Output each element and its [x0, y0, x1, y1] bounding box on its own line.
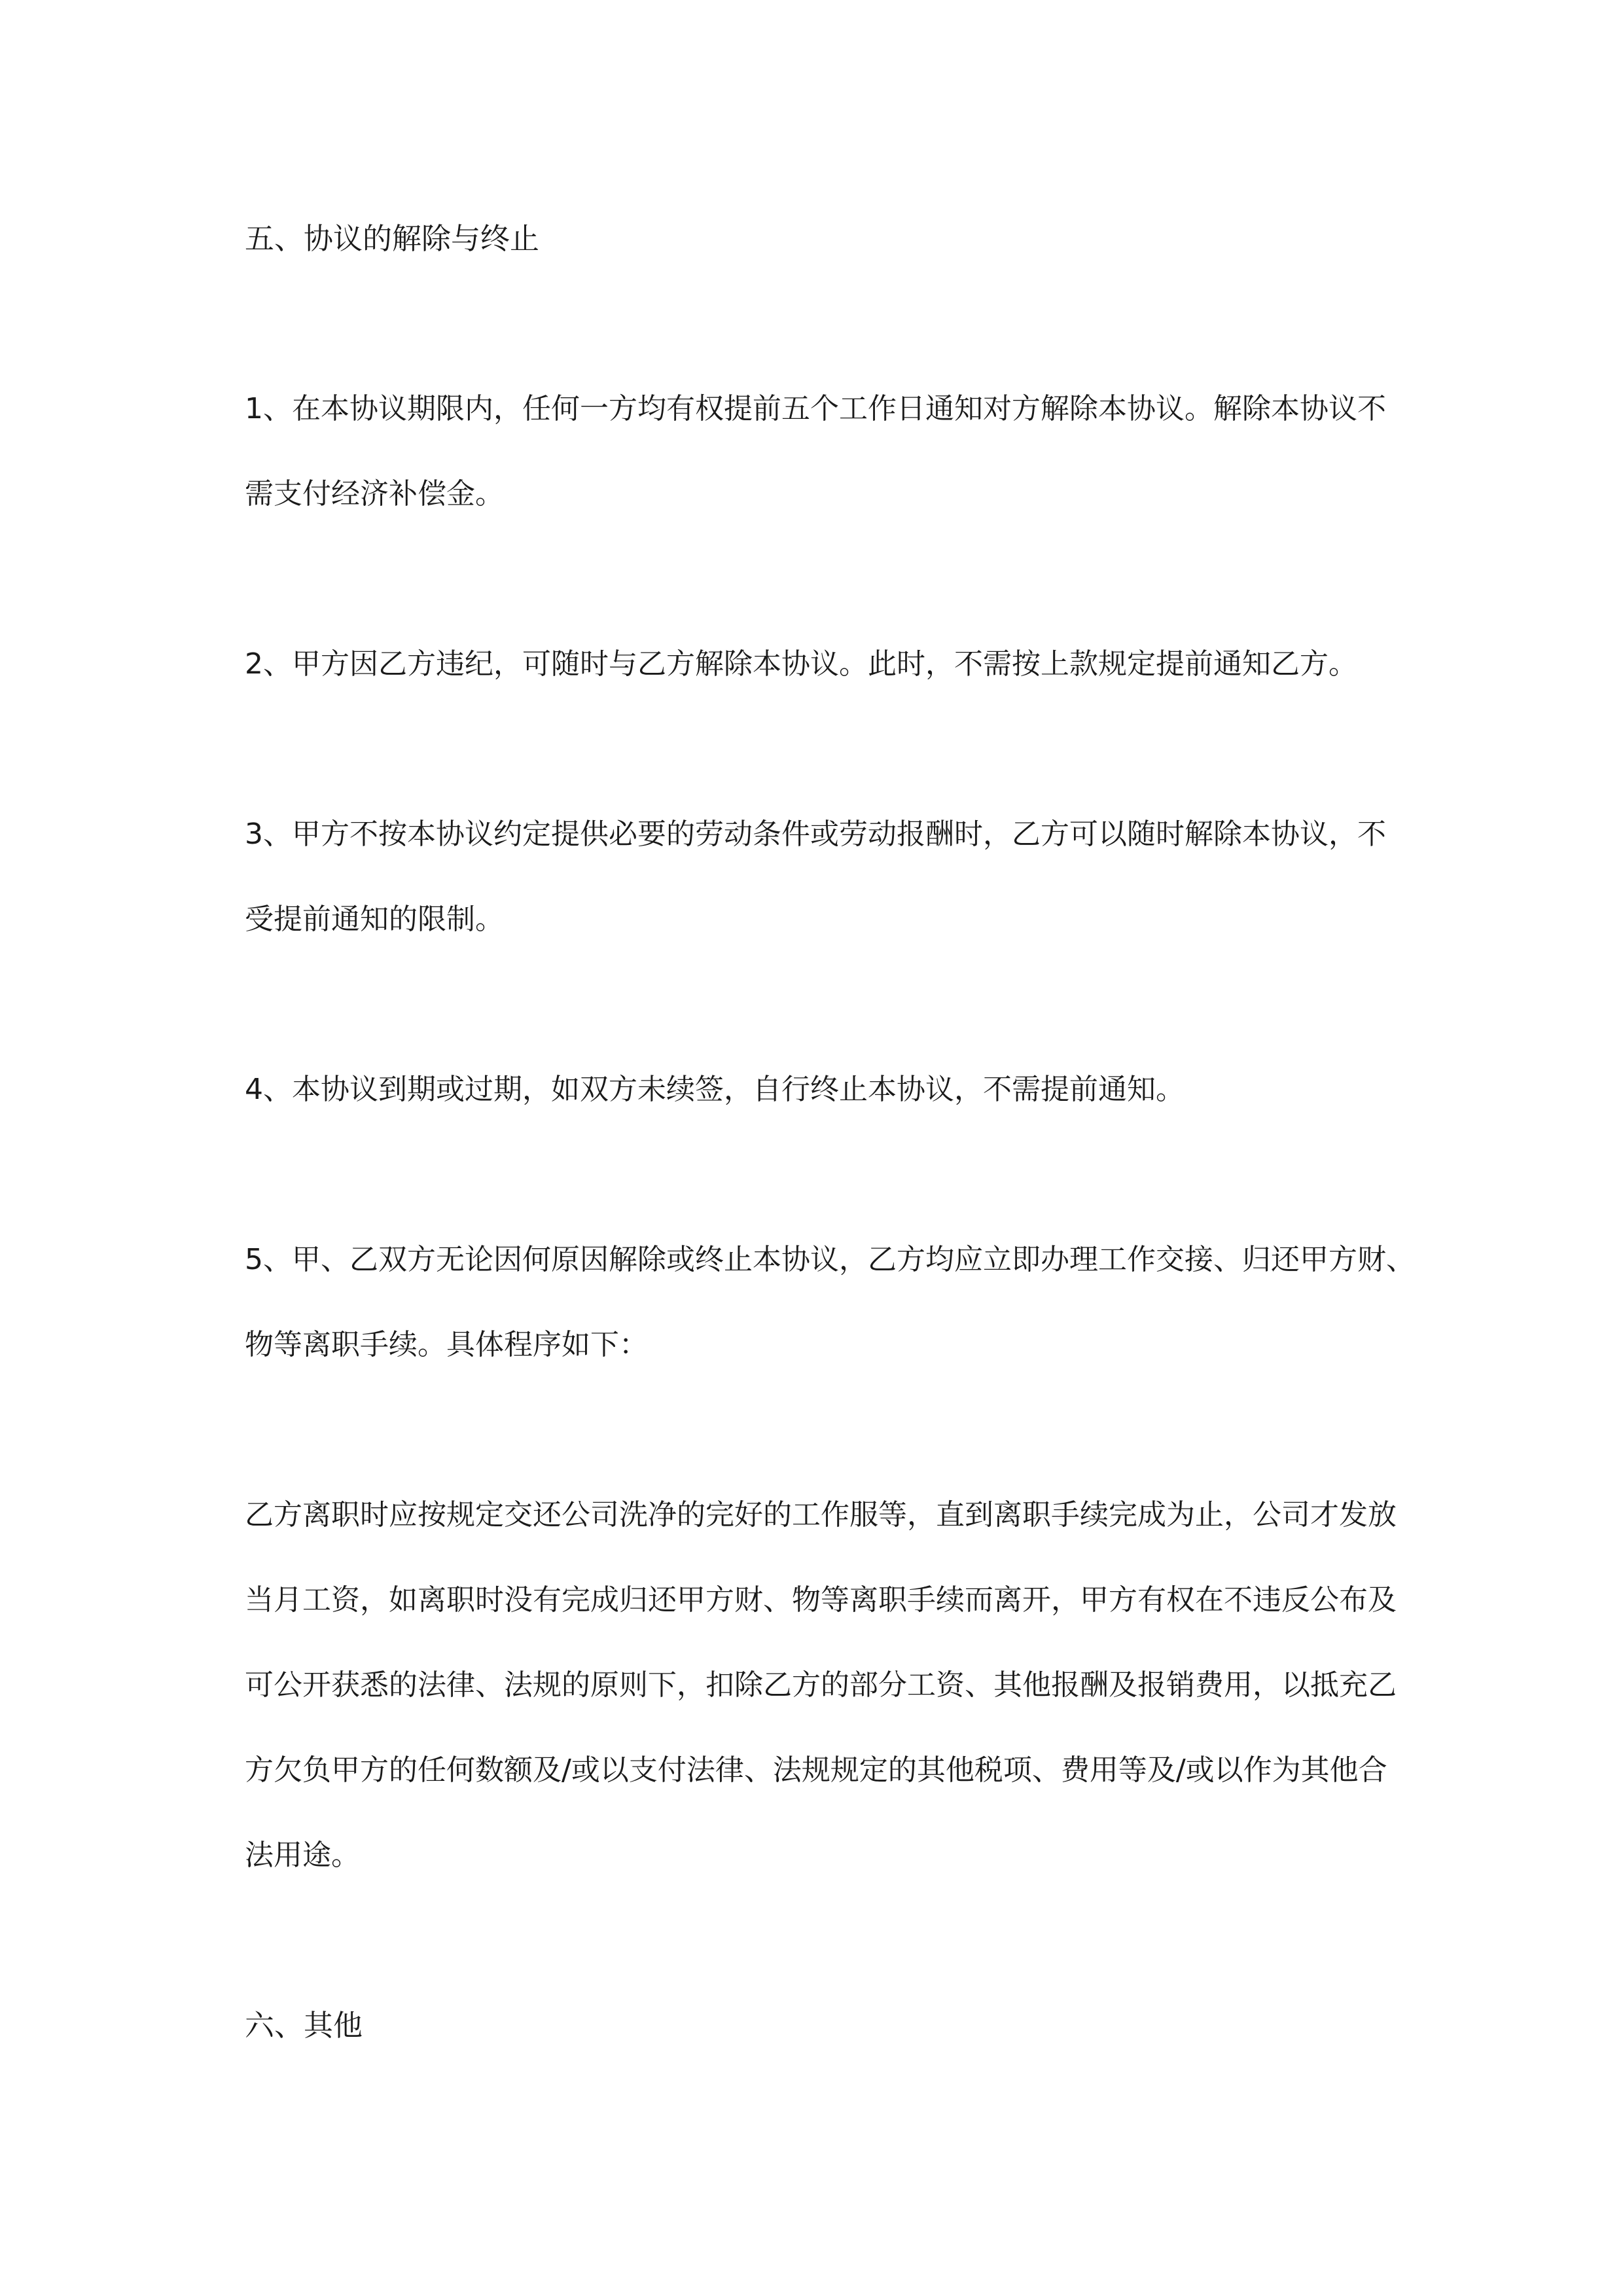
procedure-line-1: 乙方离职时应按规定交还公司洗净的完好的工作服等，直到离职手续完成为止，公司才发放 [245, 1498, 1397, 1532]
clause-3-line-1: 3、甲方不按本协议约定提供必要的劳动条件或劳动报酬时，乙方可以随时解除本协议，不 [245, 817, 1386, 851]
procedure-line-4: 方欠负甲方的任何数额及/或以支付法律、法规规定的其他税项、费用等及/或以作为其他合 [245, 1753, 1387, 1787]
clause-4-line-1: 4、本协议到期或过期，如双方未续签，自行终止本协议，不需提前通知。 [245, 1073, 1185, 1106]
clause-2-line-1: 2、甲方因乙方违纪，可随时与乙方解除本协议。此时，不需按上款规定提前通知乙方。 [245, 647, 1357, 681]
clause-5-line-2: 物等离职手续。具体程序如下： [245, 1328, 648, 1361]
clause-1-line-1: 1、在本协议期限内，任何一方均有权提前五个工作日通知对方解除本协议。解除本协议不 [245, 392, 1386, 425]
section-6-heading: 六、其他 [245, 2008, 363, 2043]
procedure-line-2: 当月工资，如离职时没有完成归还甲方财、物等离职手续而离开，甲方有权在不违反公布及 [245, 1583, 1397, 1617]
clause-3-line-2: 受提前通知的限制。 [245, 903, 504, 936]
section-5-heading: 五、协议的解除与终止 [245, 221, 540, 256]
procedure-line-5: 法用途。 [245, 1839, 360, 1872]
clause-1-line-2: 需支付经济补偿金。 [245, 477, 504, 511]
clause-5-line-1: 5、甲、乙双方无论因何原因解除或终止本协议，乙方均应立即办理工作交接、归还甲方财、 [245, 1243, 1415, 1276]
procedure-line-3: 可公开获悉的法律、法规的原则下，扣除乙方的部分工资、其他报酬及报销费用，以抵充乙 [245, 1668, 1397, 1702]
